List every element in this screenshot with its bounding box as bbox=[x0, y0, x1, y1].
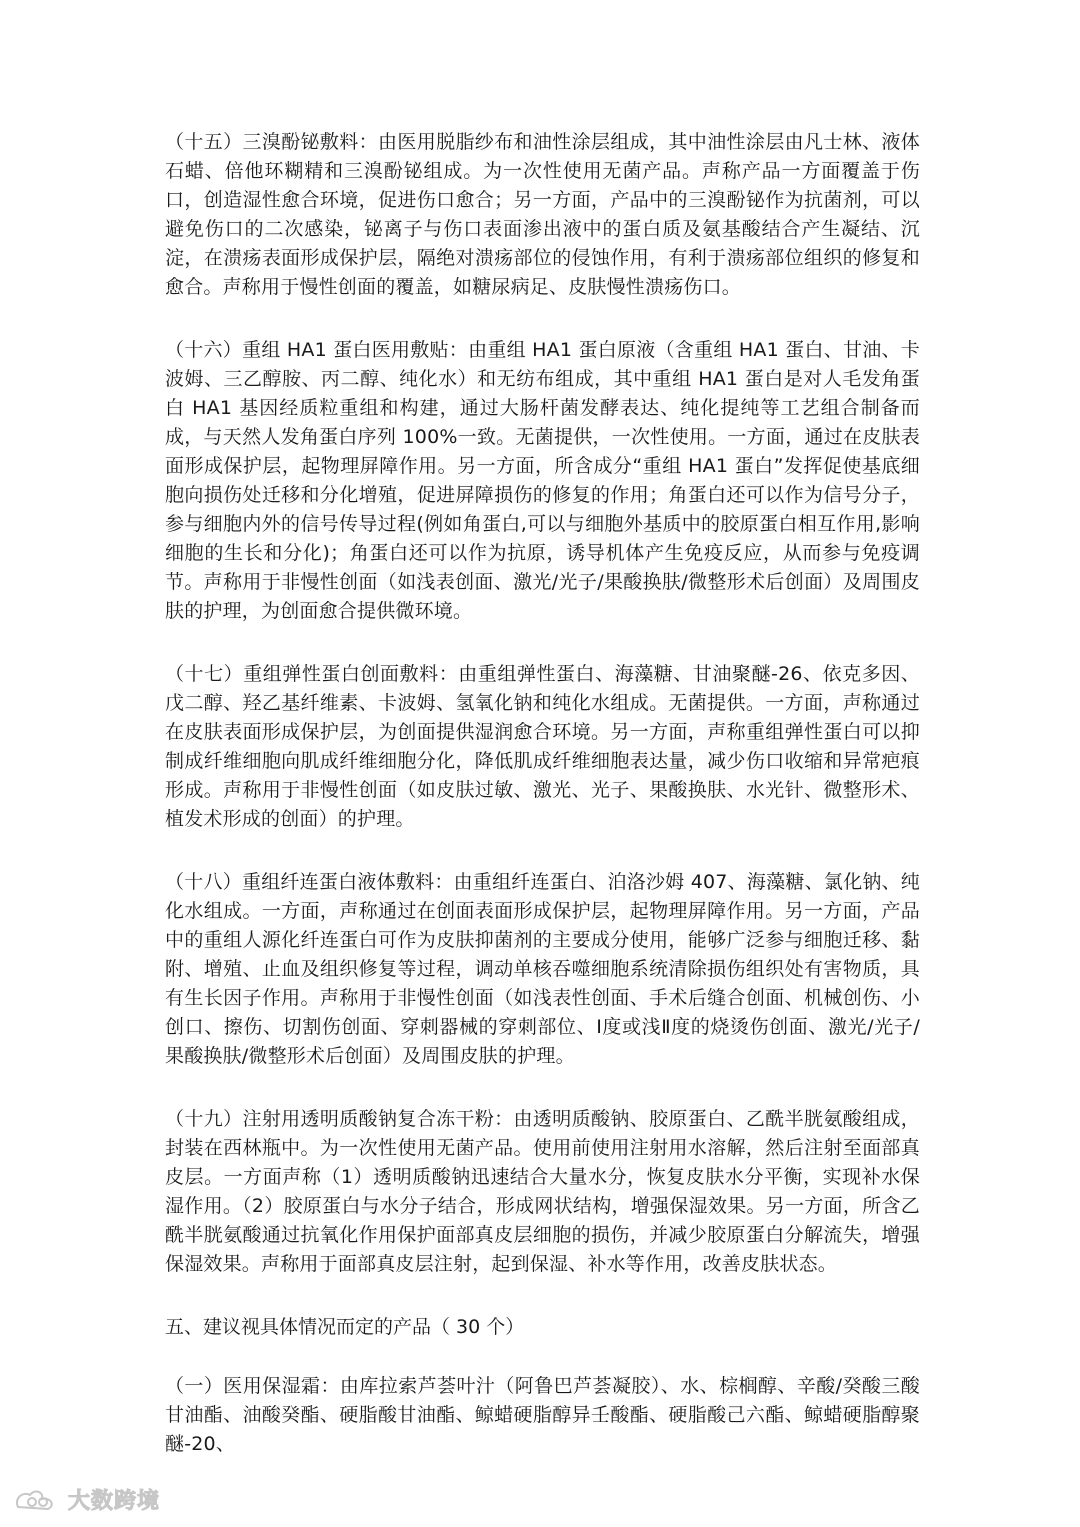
paragraph-18: （十八）重组纤连蛋白液体敷料：由重组纤连蛋白、泊洛沙姆 407、海藻糖、氯化钠、纯化水组成。一方面，声称通过在创面表面形成保护层，起物理屏障作用。另一方面，产品中的重组人源化纤连蛋白可作为皮肤抑菌剂的主要成分使用，能够广泛参与细胞迁移、黏附、增殖、止血及组织修复等过程，调动单核吞噬细胞系统清除损伤组织处有害物质，具有生长因子作用。声称用于非慢性创面（如浅表性创面、手术后缝合创面、机械创伤、小创口、擦伤、切割伤创面、穿刺器械的穿刺部位、Ⅰ度或浅Ⅱ度的烧烫伤创面、激光/光子/果酸换肤/微整形术后创面）及周围皮肤的护理。 bbox=[165, 871, 920, 1067]
paragraph-5-1: （一）医用保湿霜：由库拉索芦荟叶汁（阿鲁巴芦荟凝胶）、水、棕榈醇、辛酸/癸酸三酸甘油酯、油酸癸酯、硬脂酸甘油酯、鲸蜡硬脂醇异壬酸酯、硬脂酸己六酯、鲸蜡硬脂醇聚醚-20、 bbox=[165, 1375, 920, 1455]
watermark-logo-icon bbox=[12, 1487, 62, 1513]
paragraph-15: （十五）三溴酚铋敷料：由医用脱脂纱布和油性涂层组成，其中油性涂层由凡士林、液体石蜡、倍他环糊精和三溴酚铋组成。为一次性使用无菌产品。声称产品一方面覆盖于伤口，创造湿性愈合环境，促进伤口愈合；另一方面，产品中的三溴酚铋作为抗菌剂，可以避免伤口的二次感染，铋离子与伤口表面渗出液中的蛋白质及氨基酸结合产生凝结、沉淀，在溃疡表面形成保护层，隔绝对溃疡部位的侵蚀作用，有利于溃疡部位组织的修复和愈合。声称用于慢性创面的覆盖，如糖尿病足、皮肤慢性溃疡伤口。 bbox=[165, 131, 920, 298]
section-heading: 五、建议视具体情况而定的产品（ 30 个） bbox=[165, 1316, 525, 1338]
document-page bbox=[165, 128, 920, 1493]
watermark-text: 大数跨境 bbox=[68, 1489, 161, 1514]
paragraph-19: （十九）注射用透明质酸钠复合冻干粉：由透明质酸钠、胶原蛋白、乙酰半胱氨酸组成，封装在西林瓶中。为一次性使用无菌产品。使用前使用注射用水溶解，然后注射至面部真皮层。一方面声称（1）透明质酸钠迅速结合大量水分，恢复皮肤水分平衡，实现补水保湿作用。（2）胶原蛋白与水分子结合，形成网状结构，增强保湿效果。另一方面，所含乙酰半胱氨酸通过抗氧化作用保护面部真皮层细胞的损伤，并减少胶原蛋白分解流失，增强保湿效果。声称用于面部真皮层注射，起到保湿、补水等作用，改善皮肤状态。 bbox=[165, 1108, 920, 1275]
paragraph-17: （十七）重组弹性蛋白创面敷料：由重组弹性蛋白、海藻糖、甘油聚醚-26、依克多因、戊二醇、羟乙基纤维素、卡波姆、氢氧化钠和纯化水组成。无菌提供。一方面，声称通过在皮肤表面形成保护层，为创面提供湿润愈合环境。另一方面，声称重组弹性蛋白可以抑制成纤维细胞向肌成纤维细胞分化，降低肌成纤维细胞表达量，减少伤口收缩和异常疤痕形成。声称用于非慢性创面（如皮肤过敏、激光、光子、果酸换肤、水光针、微整形术、植发术形成的创面）的护理。 bbox=[165, 663, 920, 830]
paragraph-16: （十六）重组 HA1 蛋白医用敷贴：由重组 HA1 蛋白原液（含重组 HA1 蛋白、甘油、卡波姆、三乙醇胺、丙二醇、纯化水）和无纺布组成，其中重组 HA1 蛋白是对人毛发角蛋白 HA1 基因经质粒重组和构建，通过大肠杆菌发酵表达、纯化提纯等工艺组合制备而成，与天然人发角蛋白序列 100%一致。无菌提供，一次性使用。一方面，通过在皮肤表面形成保护层，起物理屏障作用。另一方面，所含成分“重组 HA1 蛋白”发挥促使基底细胞向损伤处迁移和分化增殖，促进屏障损伤的修复的作用；角蛋白还可以作为信号分子，参与细胞内外的信号传导过程(例如角蛋白,可以与细胞外基质中的胶原蛋白相互作用,影响细胞的生长和分化)；角蛋白还可以作为抗原，诱导机体产生免疫反应，从而参与免疫调节。声称用于非慢性创面（如浅表创面、激光/光子/果酸换肤/微整形术后创面）及周围皮肤的护理，为创面愈合提供微环境。 bbox=[165, 339, 920, 622]
watermark bbox=[12, 1484, 160, 1515]
